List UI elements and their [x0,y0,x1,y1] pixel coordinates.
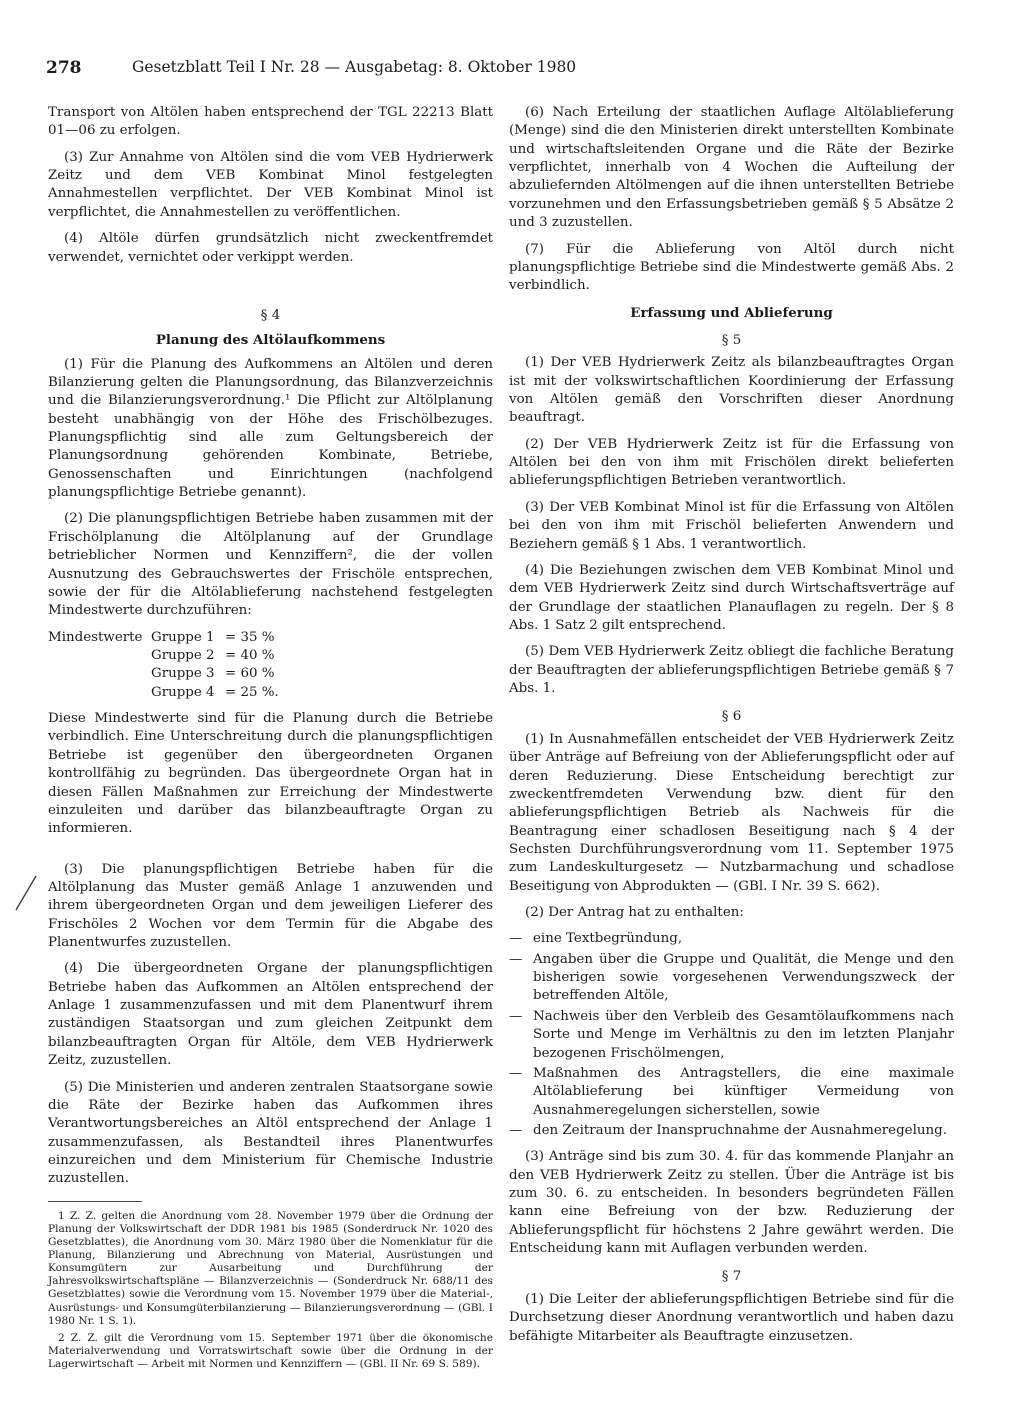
group-name: Gruppe 4 [151,684,215,700]
dash-bullet: — [509,951,523,967]
margin-pencil-mark [14,874,38,914]
paragraph: (4) Die Beziehungen zwischen dem VEB Kombinat Minol und dem VEB Hydrierwerk Zeitz sind durch Wirtschaftsverträge auf der Grundlage der staatlichen Planauflagen zu regeln. Der § 8 Abs. 1 Satz 2 gilt entsprechend. [509,562,954,633]
paragraph: (3) Der VEB Kombinat Minol ist für die Erfassung von Altölen bei den von ihm mit Frischöl belieferten Anwendern und Beziehern gemäß § 1 Abs. 1 verantwortlich. [509,499,954,552]
paragraph: (3) Die planungspflichtigen Betriebe haben für die Altölplanung das Muster gemäß Anlage 1 anzuwenden und ihrem übergeordneten Organ und dem jeweiligen Lieferer des Frischöles 2 Wochen vor dem Termin für die Abgabe des Planentwurfes zuzustellen. [48,861,493,951]
section-heading: Erfassung und Ablieferung [630,304,833,321]
section-number: § 7 [721,1269,742,1285]
paragraph: (2) Die planungspflichtigen Betriebe haben zusammen mit der Frischölplanung die Altölplanung auf der Grundlage betrieblicher Normen und Kennziffern², die der vollen Ausnutzung des Gebrauchswertes der Frischöle entsprechen, sowie der für die Altölablieferung nachstehend festgelegten Mindestwerte durchzuführen: [48,511,493,619]
paragraph: (6) Nach Erteilung der staatlichen Auflage Altölablieferung (Menge) sind die den Ministerien direkt unterstellten Kombinate und wirtschaftsleitenden Organe und die Räte der Bezirke verpflichtet, innerhalb von 4 Wochen die Aufteilung der abzuliefernden Altölmengen auf die ihnen unterstellten Betriebe vorzunehmen und den Erfassungsbetrieben gemäß § 5 Absätze 2 und 3 zuzustellen. [509,105,954,231]
list-item [509,1065,954,1120]
paragraph: (1) Für die Planung des Aufkommens an Altölen und deren Bilanzierung gelten die Planungsordnung, das Bilanzverzeichnis und die Bilanzierungsverordnung.¹ Die Pflicht zur Altölplanung besteht unabhängig von der Höhe des Frischölbezuges. Planungspflichtig sind alle zum Geltungsbereich der Planungsordnung gehörenden Kombinate, Betriebe, Genossenschaften und Einrichtungen (nachfolgend planungspflichtige Betriebe genannt). [48,356,493,501]
running-title: Gesetzblatt Teil I Nr. 28 — Ausgabetag: 8. Oktober 1980 [132,58,577,76]
list-item-text: Maßnahmen des Antragstellers, die eine maximale Altölablieferung bei künftiger Vermeidung von Ausnahmeregelungen sicherstellen, sowie [533,1065,954,1118]
section-number: § 4 [260,307,281,323]
list-item-text: eine Textbegründung, [533,931,683,947]
list-item [509,951,954,1006]
paragraph: (3) Anträge sind bis zum 30. 4. für das kommende Planjahr an den VEB Hydrierwerk Zeitz zu stellen. Über die Anträge ist bis zum 30. 6. zu entscheiden. In besonders begründeten Fällen kann eine Befreiung von der bzw. Reduzierung der Ablieferungspflicht für höchstens 2 Jahre gewährt werden. Die Entscheidung kann mit Auflagen verbunden werden. [509,1149,954,1257]
paragraph: (4) Die übergeordneten Organe der planungspflichtigen Betriebe haben das Aufkommen an Altölen entsprechend der Anlage 1 zusammenzufassen und mit dem Planentwurf ihrem zuständigen Staatsorgan und zum gleichen Zeitpunkt dem bilanzbeauftragten Organ für Altöle, dem VEB Hydrierwerk Zeitz, zuzustellen. [48,961,493,1069]
page-number: 278 [46,58,82,78]
footnote-1: 1 Z. Z. gelten die Anordnung vom 28. November 1979 über die Ordnung der Planung der Volkswirtschaft der DDR 1981 bis 1985 (Sonderdruck Nr. 1020 des Gesetzblattes), die Anordnung vom 30. März 1980 über die Nomenklatur für die Planung, Bilanzierung und Abrechnung von Material, Ausrüstungen und Konsumgütern zur Ausarbeitung und Durchführung der Jahresvolkswirtschaftspläne — Bilanzverzeichnis — (Sonderdruck Nr. 688/11 des Gesetzblattes) sowie die Verordnung vom 15. November 1979 über die Material-, Ausrüstungs- und Konsumgüterbilanzierung — Bilanzierungsverordnung — (GBl. I 1980 Nr. 1 S. 1). [48,1209,493,1327]
footnote-2: 2 Z. Z. gilt die Verordnung vom 15. September 1971 über die ökonomische Materialverwendung und Vorratswirtschaft sowie über die Ordnung in der Lagerwirtschaft — Arbeit mit Normen und Kennziffern — (GBl. II Nr. 69 S. 589). [48,1331,493,1371]
paragraph: (7) Für die Ablieferung von Altöl durch nicht planungspflichtige Betriebe sind die Mindestwerte gemäß Abs. 2 verbindlich. [509,241,954,294]
paragraph: (4) Altöle dürfen grundsätzlich nicht zweckentfremdet verwendet, vernichtet oder verkippt werden. [48,231,493,265]
dash-bullet: — [509,931,523,947]
group-name: Gruppe 1 [151,629,215,645]
group-row [48,665,493,683]
group-row [48,647,493,665]
footnote-divider [48,1201,142,1202]
paragraph: (1) Der VEB Hydrierwerk Zeitz als bilanzbeauftragtes Organ ist mit der volkswirtschaftlichen Koordinierung der Erfassung von Altölen gemäß den Vorschriften dieser Anordnung beauftragt. [509,355,954,426]
paragraph: (2) Der Antrag hat zu enthalten: [525,905,744,921]
list-item [509,930,954,948]
group-row [48,684,493,702]
list-item-text: Nachweis über den Verbleib des Gesamtölaufkommens nach Sorte und Menge im Verhältnis zu den im letzten Planjahr bezogenen Frischölmengen, [533,1008,954,1061]
paragraph: (5) Dem VEB Hydrierwerk Zeitz obliegt die fachliche Beratung der Beauftragten der ablieferungspflichtigen Betriebe gemäß § 7 Abs. 1. [509,644,954,697]
paragraph: (1) Die Leiter der ablieferungspflichtigen Betriebe sind für die Durchsetzung dieser Anordnung verantwortlich und haben dazu befähigte Mitarbeiter als Beauftragte einzusetzen. [509,1291,954,1344]
group-value: = 40 % [225,647,275,663]
section-number: § 5 [721,332,742,348]
group-name: Gruppe 3 [151,666,215,682]
group-name: Gruppe 2 [151,647,215,663]
dash-bullet: — [509,1122,523,1138]
left-column [48,104,493,1375]
paragraph: (1) In Ausnahmefällen entscheidet der VEB Hydrierwerk Zeitz über Anträge auf Befreiung von der Ablieferungspflicht oder auf deren Reduzierung. Diese Entscheidung berechtigt zur zweckentfremdeten Verwendung bzw. dient für den ablieferungspflichtigen Betrieb als Nachweis für die Beantragung einer schadlosen Beseitigung nach § 4 der Sechsten Durchführungsverordnung vom 11. September 1975 zum Landeskulturgesetz — Nutzbarmachung und schadlose Beseitigung von Abprodukten — (GBl. I Nr. 39 S. 662). [509,731,954,894]
paragraph: (2) Der VEB Hydrierwerk Zeitz ist für die Erfassung von Altölen bei den von ihm mit Frischölen direkt belieferten ablieferungspflichtigen Betrieben verantwortlich. [509,436,954,489]
paragraph: (5) Die Ministerien und anderen zentralen Staatsorgane sowie die Räte der Bezirke haben das Aufkommen ihres Verantwortungsbereiches an Altöl entsprechend der Anlage 1 zusammenzufassen, als Bestandteil ihres Planentwurfes einzureichen und dem Ministerium für Chemische Industrie zuzustellen. [48,1079,493,1187]
group-value: = 60 % [225,666,275,682]
dash-bullet: — [509,1008,523,1024]
group-row [48,629,493,647]
group-value: = 25 %. [225,684,279,700]
list-item-text: Angaben über die Gruppe und Qualität, die Menge und den bisherigen sowie vorgesehenen Verwendungszweck der betreffenden Altöle, [533,951,954,1004]
section-number: § 6 [721,709,742,725]
groups-label: Mindestwerte [48,629,143,645]
dash-bullet: — [509,1065,523,1081]
page-header [32,58,577,84]
paragraph: Transport von Altölen haben entsprechend der TGL 22213 Blatt 01—06 zu erfolgen. [48,105,493,139]
group-value: = 35 % [225,629,275,645]
list-item [509,1122,954,1140]
right-column [509,104,954,1354]
section-heading: Planung des Altölaufkommens [155,332,386,349]
list-item [509,1008,954,1063]
list-item-text: den Zeitraum der Inanspruchnahme der Ausnahmeregelung. [533,1122,947,1138]
paragraph: Diese Mindestwerte sind für die Planung durch die Betriebe verbindlich. Eine Unterschreitung durch die planungspflichtigen Betriebe ist gegenüber den übergeordneten Organen kontrollfähig zu begründen. Das übergeordnete Organ hat in diesen Fällen Maßnahmen zur Erreichung der Mindestwerte einzuleiten und darüber das bilanzbeauftragte Organ zu informieren. [48,711,493,837]
requirements-list [509,930,954,1140]
minimum-values-table [48,629,493,702]
paragraph: (3) Zur Annahme von Altölen sind die vom VEB Hydrierwerk Zeitz und dem VEB Kombinat Minol festgelegten Annahmestellen verpflichtet. Der VEB Kombinat Minol ist verpflichtet, die Annahmestellen zu veröffentlichen. [48,149,493,220]
